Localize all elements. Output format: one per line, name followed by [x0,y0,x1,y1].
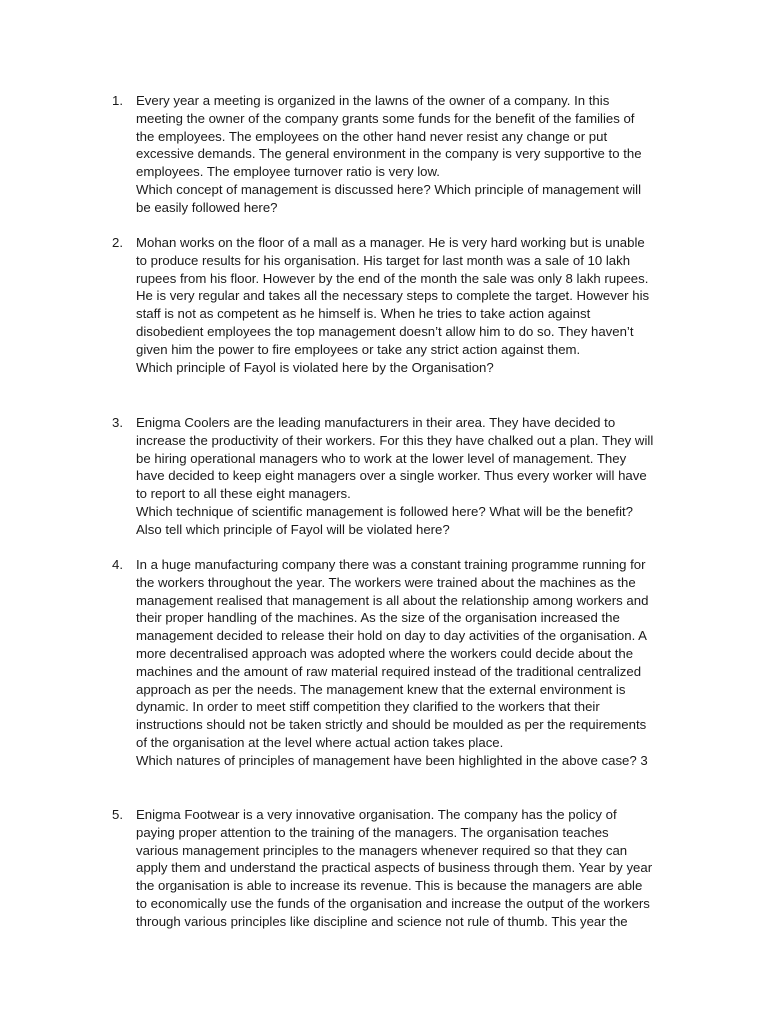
text-line: the workers throughout the year. The workers were trained about the machines as the [136,574,636,590]
question-text [136,806,676,931]
question-number: 3. [112,415,123,430]
text-line: He is very regular and takes all the necessary steps to complete the target. However his [136,288,650,304]
text-line: Which concept of management is discussed here? Which principle of management will [136,181,642,197]
text-line: Mohan works on the floor of a mall as a manager. He is very hard working but is unable [136,235,645,250]
text-line: dynamic. In order to meet stiff competition they clarified to the workers that their [136,699,600,715]
question-number: 1. [112,93,123,108]
text-line: given him the power to fire employees or take any strict action against them. [136,341,581,357]
text-line: increase the productivity of their workers. For this they have chalked out a plan. They will [136,432,654,448]
question-text [136,414,676,539]
text-line: the employees. The employees on the other hand never resist any change or put [136,128,608,144]
text-line: approach as per the needs. The management knew that the external environment is [136,681,626,697]
text-line: rupees from his floor. However by the end of the month the sale was only 8 lakh rupees. [136,270,649,286]
text-line: Also tell which principle of Fayol will be violated here? [136,521,450,537]
text-line: have decided to keep eight managers over a single worker. Thus every worker will have [136,468,647,484]
text-line: Enigma Footwear is a very innovative organisation. The company has the policy of [136,807,617,822]
text-line: employees. The employee turnover ratio is very low. [136,164,440,180]
text-line: more decentralised approach was adopted where the workers could decide about the [136,645,634,661]
text-line: Enigma Coolers are the leading manufacturers in their area. They have decided to [136,415,616,430]
text-line: management decided to release their hold on day to day activities of the organisation. A [136,628,647,644]
text-line: paying proper attention to the training of the managers. The organisation teaches [136,824,609,840]
text-line: meeting the owner of the company grants some funds for the benefit of the families of [136,110,635,126]
text-line: machines and the amount of raw material required instead of the traditional centralized [136,663,642,679]
text-line: Which technique of scientific management is followed here? What will be the benefit? [136,503,633,519]
text-line: Every year a meeting is organized in the lawns of the owner of a company. In this [136,93,610,108]
question-text [136,556,676,770]
question-text [136,92,676,217]
text-line: to report to all these eight managers. [136,486,351,502]
text-line: the organisation is able to increase its revenue. This is because the managers are able [136,878,643,894]
text-line: through various principles like discipline and science not rule of thumb. This year the [136,913,628,929]
text-line: be easily followed here? [136,199,278,215]
text-line: to economically use the funds of the organisation and increase the output of the workers [136,895,650,911]
text-line: to produce results for his organisation. His target for last month was a sale of 10 lakh [136,252,631,268]
text-line: their proper handling of the machines. As the size of the organisation increased the [136,610,620,626]
text-line: Which natures of principles of management have been highlighted in the above case? 3 [136,752,648,768]
text-line: disobedient employees the top management doesn’t allow him to do so. They haven’t [136,323,634,339]
text-line: staff is not as competent as he himself is. When he tries to take action against [136,306,591,322]
question-number: 5. [112,807,123,822]
text-line: apply them and understand the practical aspects of business through them. Year by year [136,860,653,876]
text-line: instructions should not be taken strictly and should be moulded as per the requirements [136,717,647,733]
text-line: Which principle of Fayol is violated here by the Organisation? [136,359,494,375]
question-number: 4. [112,557,123,572]
question-text [136,234,676,376]
text-line: various management principles to the managers whenever required so that they can [136,842,628,858]
text-line: excessive demands. The general environment in the company is very supportive to the [136,146,642,162]
question-number: 2. [112,235,123,250]
text-line: In a huge manufacturing company there was a constant training programme running for [136,557,646,572]
text-line: be hiring operational managers who to work at the lower level of management. They [136,450,627,466]
text-line: of the organisation at the level where actual action takes place. [136,734,504,750]
text-line: management realised that management is all about the relationship among workers and [136,592,649,608]
